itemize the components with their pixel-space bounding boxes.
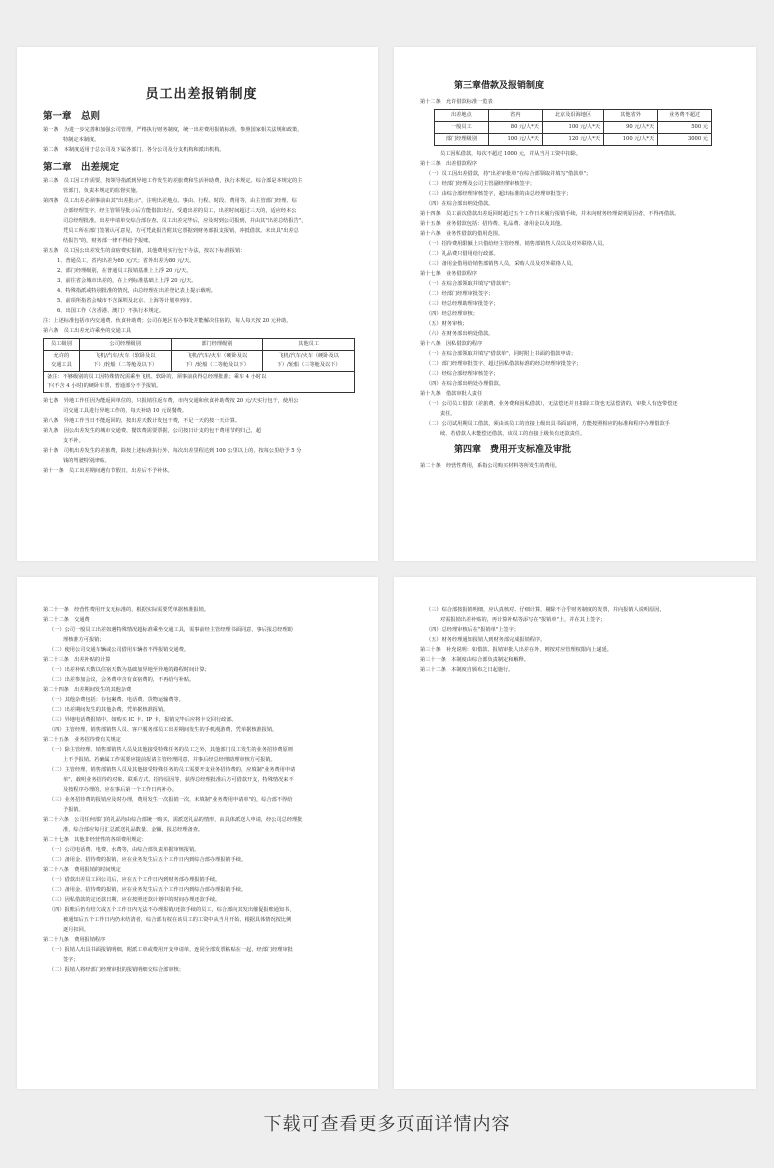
text-line: 第二十七条 其他非经营性的各项费用规定： bbox=[43, 837, 147, 843]
document-page-1 bbox=[17, 47, 378, 561]
text-line: （四）总经理审核后在"报销单"上签字； bbox=[426, 627, 519, 633]
table-cell: 飞机/汽车/火车（硬卧及以 下）/轮船（二等舱及以下） bbox=[171, 351, 263, 372]
text-line: （一）公司员工借款（差旅费、业务费和因私借款），无法偿还并且扣除工资也无法偿清的，审批人有连带偿还 bbox=[426, 401, 678, 407]
chapter-2-heading: 第二章 出差规定 bbox=[43, 162, 120, 173]
text-line: 第七条 异地工作任因为能返回单位的，只报销往返车费，市内交通和伙食补助费按 20 元/天实行包干，使用公 bbox=[43, 398, 299, 404]
text-line: 特制定本制度。 bbox=[63, 137, 100, 143]
table-header-cell: 业务费不超过 bbox=[658, 110, 712, 122]
text-line: 第十四条 员工前次借款出差返回时超过五个工作日未履行报销手续，并未向财务经理说明原因者，不得再借款。 bbox=[420, 211, 680, 217]
table-cell: 3000 元 bbox=[658, 134, 712, 146]
text-line: 第二十四条 出差期间发生的其他杂费 bbox=[43, 687, 132, 693]
text-line: （三）由综合部经理审核签字，超出标准的由总经理审批签字； bbox=[426, 191, 572, 197]
text-line: 第九条 因公出差发生的城市交通费、餐饮费需要票据，公司按日计支的包干费用节约归己，超 bbox=[43, 428, 261, 434]
text-line: 第三十一条 本制度由综合部负责制定和解释。 bbox=[420, 657, 529, 663]
text-line: 单"，载明业务招待的对象、联系方式、招待原因等，获得总经理批准后方可借款开支，特殊情况来不 bbox=[63, 777, 294, 783]
text-line: 支不补。 bbox=[63, 438, 84, 444]
text-line: 第十六条 业务性借款的借用范围。 bbox=[420, 231, 504, 237]
table-header-cell: 员工级别 bbox=[44, 339, 80, 351]
text-line: （三）备用金借用给销售部销售人员，采购人员及对外联络人员。 bbox=[426, 261, 577, 267]
text-line: （一）其他杂费包括：存包裹费、电话费、货物运输费等。 bbox=[49, 697, 184, 703]
text-line: 4、特殊指派或特别批准的情况，由总经理在出差登记表上提示载明。 bbox=[57, 288, 216, 294]
text-line: 5、前项所指省会城市不含深圳及北京、上海等计划单列市。 bbox=[57, 298, 196, 304]
text-line: （四）在综合部出纳处借款。 bbox=[426, 201, 494, 207]
text-line: 钱的驾驶特别津贴。 bbox=[63, 458, 110, 464]
table-cell: 100 元/人*天 bbox=[604, 134, 658, 146]
document-title: 员工出差报销制度 bbox=[145, 87, 258, 102]
text-line: 及按程序办理的，应在事后第一个工作日内补办。 bbox=[63, 787, 178, 793]
text-line: 续，若借款人未能偿还借款，该员工的直接上级负有还款责任。 bbox=[440, 431, 586, 437]
text-line: 第三十二条 本制度自颁布之日起施行。 bbox=[420, 667, 514, 673]
text-line: 第二十六条 公司任何部门的礼品均由综合部统一购买，需派送礼品的情形，由具体派送人申请，经公司总经理批 bbox=[43, 817, 303, 823]
text-line: 6、出国工作（含香港、澳门）不执行本规定。 bbox=[57, 308, 165, 314]
text-line: （二）报销人将经部门经理审批的报销明细交综合部审核； bbox=[49, 967, 184, 973]
text-line: 第二条 本制度适用于总公司及下属各部门、各分公司及分支机构和派出机构。 bbox=[43, 147, 225, 153]
text-line: （二）经部门经理及公司主管副经理审核签字； bbox=[426, 181, 535, 187]
text-line: 第二十二条 交通费 bbox=[43, 617, 90, 623]
chapter-4-body bbox=[43, 605, 360, 975]
table-header-cell: 其他员工 bbox=[263, 339, 355, 351]
document-page-2 bbox=[394, 47, 756, 561]
table-cell: 80 元/人*天 bbox=[488, 122, 542, 134]
text-line: 逐月扣回。 bbox=[63, 927, 89, 933]
text-line: 第六条 员工出差允许乘坐的交通工具 bbox=[43, 328, 132, 334]
chapter-3-body bbox=[420, 149, 738, 439]
chapter-1-heading: 第一章 总则 bbox=[43, 111, 101, 122]
text-line: （一）在综合部领取并填写"借款单"，同时附上书面的借款申请； bbox=[426, 351, 577, 357]
text-line: 第十二条 允许借款标准一览表 bbox=[420, 99, 493, 105]
allowance-list bbox=[43, 256, 360, 316]
text-line: 第十九条 借款审批人责任 bbox=[420, 391, 483, 397]
chapter-4-heading: 第四章 费用开支标准及审批 bbox=[454, 445, 572, 455]
text-line: 第三十条 补充说明：如借款、报销审批人出差在外，则按对应管理权限向上递延。 bbox=[420, 647, 612, 653]
text-line: 第二十一条 经营性费用开支无标准的，根据实际需要凭单据核准报销。 bbox=[43, 607, 210, 613]
table-header-cell: 公司经理级别 bbox=[79, 339, 171, 351]
text-line: （一）出差补贴天数以住宿天数为基础加异地至异地的路程时间计算； bbox=[49, 667, 210, 673]
download-more-banner[interactable]: 下载可查看更多页面详情内容 bbox=[263, 1114, 511, 1135]
text-line: （二）经部门经理审批签字； bbox=[426, 291, 494, 297]
table-cell: 一般员工 bbox=[435, 122, 489, 134]
text-line: 第八条 异地工作当日不能返回的，按出差天数计发包干费，不足一天的按一天计算。 bbox=[43, 418, 241, 424]
text-line: （一）在综合部领取并填写"借款单"； bbox=[426, 281, 514, 287]
chapter-1-body bbox=[43, 125, 360, 155]
table-cell: 100 元/人*天 bbox=[488, 134, 542, 146]
chapter-2-notes bbox=[43, 316, 360, 336]
table-note: 备注：不够级别的员工因特殊情况需乘坐飞机、软卧的，须事前获得总经理批准；乘车 4 小时以 下(不含 4 小时)的硬卧车票，普通部分不予报销。 bbox=[44, 372, 355, 393]
text-line: 第二十五条 业务招待费有关规定 bbox=[43, 737, 121, 743]
text-line: 第十八条 因私借款的程序 bbox=[420, 341, 483, 347]
text-line: 签字； bbox=[63, 957, 79, 963]
text-line: （一）招待费用限额上只借给经主管经理、销售部销售人员以及对外联络人员。 bbox=[426, 241, 608, 247]
text-line: （五）财务审核； bbox=[426, 321, 468, 327]
text-line: 第一条 为进一步完善和加强公司管理，严格执行财务制度，统一出差费用报销标准，参照国家相关法规和政策， bbox=[43, 127, 303, 133]
table-cell: 120 元/人*天 bbox=[542, 134, 603, 146]
text-line: （一）公司一般员工出差如遇特殊情况超标准乘坐交通工具，需事前经主管经理书面同意，事后报总经理助 bbox=[49, 627, 293, 633]
text-line: （五）财务经理通知报销人到财务部完成报销程序。 bbox=[426, 637, 546, 643]
text-line: 第三条 员工因工作需要，按领导指派到异地工作发生的差旅费和生活补助费，执行本规定。综合部是本规定的主 bbox=[43, 178, 303, 184]
text-line: （四）经总经理审核； bbox=[426, 311, 478, 317]
text-line: （二）公司试用期员工借款，须由该员工的直接上级出具书面证明，方能按照相应的标准和程序办理借款手 bbox=[426, 421, 670, 427]
text-line: （三）异地电话费报销中，如购买 IC 卡、IP 卡，报销完毕后应将卡交回行政部。 bbox=[49, 717, 237, 723]
table-header-cell: 出差地点 bbox=[435, 110, 489, 122]
document-page-3 bbox=[17, 577, 378, 1089]
text-line: 对需报销出差补贴的，再计算补贴等添写在"报销单"上，并在其上签字； bbox=[440, 617, 606, 623]
table-header-cell: 省内 bbox=[488, 110, 542, 122]
text-line: 予报销。 bbox=[63, 807, 84, 813]
table-header-cell: 部门经理级别 bbox=[171, 339, 263, 351]
text-line: （一）除主管经理、销售部销售人员及其他接受特殊任务的员工之外，其他部门员工发生的业务招待费原则 bbox=[49, 747, 293, 753]
text-line: （四）主管经理、销售部销售人员、客户服务部员工出差期间发生的手机漫游费，凭单据核准报销。 bbox=[49, 727, 278, 733]
text-line: （二）礼品费只借用给行政部。 bbox=[426, 251, 499, 257]
text-line: 司交通工具进行异地工作的，每天补助 10 元误餐费。 bbox=[63, 408, 188, 414]
text-line: （三）业务招待费的报销应及时办理，费用发生一次报销一次，未填制"业务费用申请单"的，综合部不得给 bbox=[49, 797, 293, 803]
table-cell: 500 元 bbox=[658, 122, 712, 134]
text-line: 员工因私借款，每次不超过 1000 元，并从当月工资中扣除。 bbox=[440, 151, 582, 157]
text-line: 被通知后五个工作日内仍未结清者，综合部有权在该员工的工资中从当月开始，根据具体情况按比例 bbox=[63, 917, 292, 923]
text-line: 3、前往省会城市出差的，在上列标准基础上上浮 20 元/天。 bbox=[57, 278, 197, 284]
table-header-cell: 其他省外 bbox=[604, 110, 658, 122]
transport-table bbox=[43, 338, 355, 393]
table-cell: 90 元/人*天 bbox=[604, 122, 658, 134]
text-line: 责任。 bbox=[440, 411, 456, 417]
text-line: 结报告"的，财务部一律不得给予报账。 bbox=[63, 238, 154, 244]
text-line: （一）公司电话费、电费、水费等，由综合部负责单据审核报销。 bbox=[49, 847, 200, 853]
text-line: （二）出差参加会议，会务费中含有食宿费的，不再给与补贴。 bbox=[49, 677, 195, 683]
text-line: 上不予报销。若确属工作需要应提前报请主管经理同意，并事后经总经理助理审核方可报销。 bbox=[63, 757, 276, 763]
text-line: 第十五条 业务借款包括：招待费、礼品费、备用金以及其他。 bbox=[420, 221, 566, 227]
text-line: 第五条 员工因公出差发生的食宿费实报销，其他费用实行包干办法，按以下标准报销： bbox=[43, 248, 246, 254]
text-line: 管部门，负责本规定的监督实施。 bbox=[63, 188, 141, 194]
text-line: （二）备用金、招待费的报销，应在业务发生后五个工作日内到综合部办理报销手续。 bbox=[49, 887, 247, 893]
text-line: （二）主管经理、销售部销售人员及其他接受特殊任务的员工需要开支业务招待费的，应填制"业务费用申请 bbox=[49, 767, 296, 773]
table-header-cell: 北京及沿海地区 bbox=[542, 110, 603, 122]
text-line: （二）使用公司交通车辆或公司借用车辆者不得报销交通费。 bbox=[49, 647, 190, 653]
text-line: 第十条 司机出差发生的差旅费，除按上述标准执行外，每次出差里程达到 100 公里以上的，按每公里给予 5 分 bbox=[43, 448, 302, 454]
chapter-2-body bbox=[43, 176, 360, 256]
text-line: （三）综合部按报销明细，应认真核对、仔细计算，剔除不合乎财务制度的发票，并向报销人说明原因， bbox=[426, 607, 665, 613]
text-line: 准，综合部应每月汇总派送礼品数量、金额，报总经理备查。 bbox=[63, 827, 204, 833]
text-line: （一）员工因出差借款，持"出差审批单"在综合部领取并填写"借款单"； bbox=[426, 171, 592, 177]
text-line: （四）报账后仍有结欠或五个工作日内无法不办理报销/还款手续的员工，综合部向其发出催促报账通知书， bbox=[49, 907, 295, 913]
chapter-3-heading: 第三章借款及报销制度 bbox=[454, 81, 545, 91]
text-line: （三）经综合部经理审核签字； bbox=[426, 371, 499, 377]
text-line: （四）在综合部出纳处办理借款。 bbox=[426, 381, 504, 387]
text-line: 第二十九条 费用报销程序 bbox=[43, 937, 106, 943]
table-row-label: 允许的 交通工具 bbox=[44, 351, 80, 372]
text-line: 第二十八条 费用报销的时间规定 bbox=[43, 867, 121, 873]
text-line: 第二十条 经营性费用，系指公司购买材料等所发生的费用。 bbox=[420, 463, 561, 469]
chapter-2-tail bbox=[43, 396, 360, 476]
text-line: 合部经理签字，经主管领导批示后方能借款出行。受遣出差的员工，出差时间超过三天的，适应经本公 bbox=[63, 208, 297, 214]
text-line: 第十一条 员工出差期间遇有节假日，出差后不予补休。 bbox=[43, 468, 173, 474]
text-line: （一）借款出差员工回公司后，应在五个工作日内到财务部办理报销手续。 bbox=[49, 877, 221, 883]
text-line: （三）经总经理助理审批签字； bbox=[426, 301, 499, 307]
document-page-4 bbox=[394, 577, 756, 1089]
table-cell: 飞机/汽车/火车（硬卧及以 下）/轮船（三等舱及以下） bbox=[263, 351, 355, 372]
text-line: （一）报销人出具书面报销明细，附派工单或费用开支申请单，连同全部发票粘贴在一起，经部门经理审批 bbox=[49, 947, 293, 953]
text-line: （六）在财务部出纳处借款。 bbox=[426, 331, 494, 337]
text-line: （三）因私借款的定还款日期，应在按照还款计划中的时间办理还款手续。 bbox=[49, 897, 221, 903]
text-line: 第十七条 业务借款程序 bbox=[420, 271, 478, 277]
text-line: 注：上述标准包括市内交通费、伙食补助费；公司在地区有办事处并能解决住宿的，每人每天按 20 元补助。 bbox=[43, 318, 292, 324]
text-line: 第四条 员工出差必须事前由其"出差批示"，注明出差地点、事由、行程、时段、费用等，由主管部门经理、综 bbox=[43, 198, 297, 204]
loan-standard-table bbox=[434, 109, 712, 146]
text-line: 1、普通员工，省内出差为60 元/天；省外出差为80 元/天。 bbox=[57, 258, 195, 264]
closing-articles bbox=[420, 605, 738, 675]
text-line: 凭员工所在部门签署认可意见，方可凭此报告附其它票据到财务部报支报销，冲抵借款。未出具"出差总 bbox=[63, 228, 299, 234]
text-line: 第十三条 出差借款程序 bbox=[420, 161, 478, 167]
table-cell: 部门经理级别 bbox=[435, 134, 489, 146]
text-line: 2、部门经理级别，在普通员工报销基准上上浮 20 元/天。 bbox=[57, 268, 192, 274]
text-line: 司总经理批准。出差申请单交综合部存查。员工出差完毕后，应及时到公司报到，并由其"出差总结报告"， bbox=[63, 218, 307, 224]
table-cell: 飞机/汽车/火车（软卧及以 下）/轮船（二等舱及以下） bbox=[79, 351, 171, 372]
table-cell: 100 元/人*天 bbox=[542, 122, 603, 134]
text-line: （二）备用金、招待费的报销，应在业务发生后五个工作日内到综合部办理报销手续。 bbox=[49, 857, 247, 863]
text-line: 理核准方可报销； bbox=[63, 637, 105, 643]
text-line: 第二十三条 出差补贴的计算 bbox=[43, 657, 111, 663]
text-line: （二）部门经理审批签字，超过因私借款标准的经总经理审批签字； bbox=[426, 361, 582, 367]
text-line: （二）出差期间发生的其他杂费，凭单据核准报销。 bbox=[49, 707, 169, 713]
